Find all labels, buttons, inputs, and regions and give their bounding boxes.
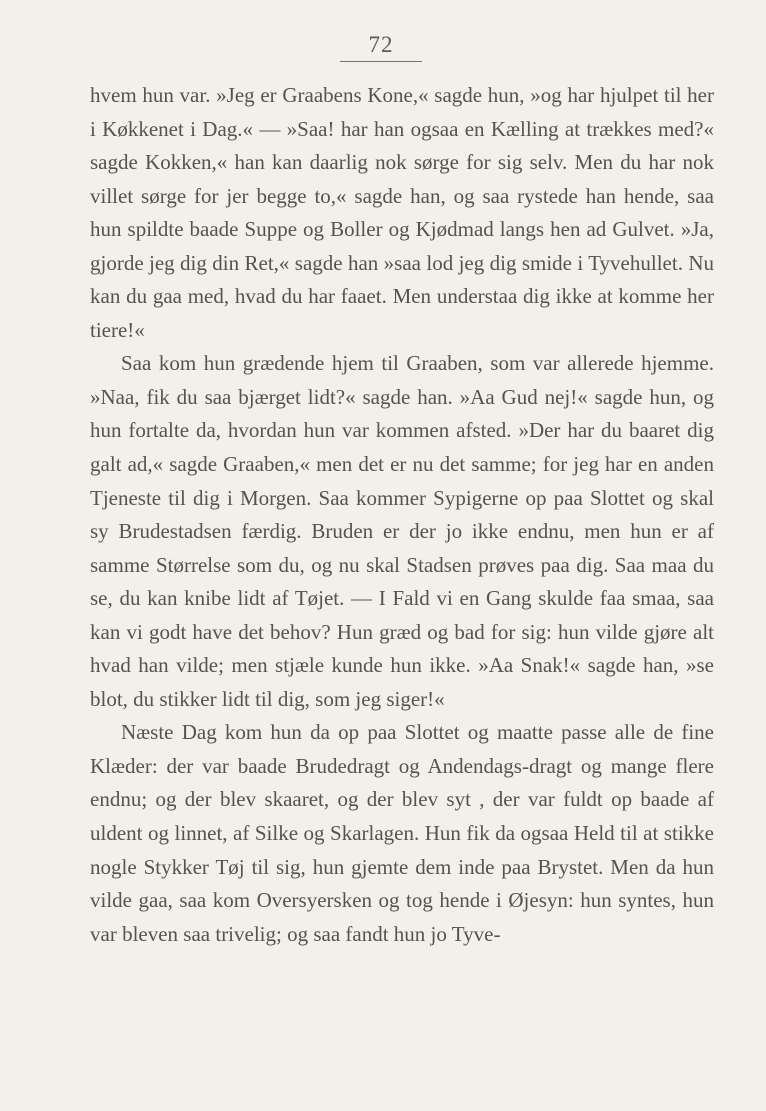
paragraph-3: Næste Dag kom hun da op paa Slottet og maatte passe alle de fine Klæder: der var baade Brudedragt og Andendags-dragt og mange flere endnu; og der blev skaaret, og der blev syt , der var fuldt op baade af uldent og linnet, af Silke og Skarlagen. Hun fik da ogsaa Held til at stikke nogle Stykker Tøj til sig, hun gjemte dem inde paa Brystet. Men da hun vilde gaa, saa kom Oversyersken og tog hende i Øjesyn: hun syntes, hun var bleven saa trivelig; og saa fandt hun jo Tyve- bbox=[90, 720, 714, 946]
body-text bbox=[90, 79, 714, 951]
paragraph-1: hvem hun var. »Jeg er Graabens Kone,« sagde hun, »og har hjulpet til her i Køkkenet i Dag.« — »Saa! har han ogsaa en Kælling at trækkes med?« sagde Kokken,« han kan daarlig nok sørge for sig selv. Men du har nok villet sørge for jer begge to,« sagde han, og saa rystede han hende, saa hun spildte baade Suppe og Boller og Kjødmad langs hen ad Gulvet. »Ja, gjorde jeg dig din Ret,« sagde han »saa lod jeg dig smide i Tyvehullet. Nu kan du gaa med, hvad du har faaet. Men understaa dig ikke at komme her tiere!« bbox=[90, 83, 714, 342]
page-number-rule bbox=[340, 61, 422, 62]
page-number: 72 bbox=[368, 32, 394, 57]
paragraph-2: Saa kom hun grædende hjem til Graaben, som var allerede hjemme. »Naa, fik du saa bjærget lidt?« sagde han. »Aa Gud nej!« sagde hun, og hun fortalte da, hvordan hun var kommen afsted. »Der har du baaret dig galt ad,« sagde Graaben,« men det er nu det samme; for jeg har en anden Tjeneste til dig i Morgen. Saa kommer Sypigerne op paa Slottet og skal sy Brudestadsen færdig. Bruden er der jo ikke endnu, men hun er af samme Størrelse som du, og nu skal Stadsen prøves paa dig. Saa maa du se, du kan knibe lidt af Tøjet. — I Fald vi en Gang skulde faa smaa, saa kan vi godt have det behov? Hun græd og bad for sig: hun vilde gjøre alt hvad han vilde; men stjæle kunde hun ikke. »Aa Snak!« sagde han, »se blot, du stikker lidt til dig, som jeg siger!« bbox=[90, 351, 714, 711]
page-number-container bbox=[340, 32, 422, 58]
